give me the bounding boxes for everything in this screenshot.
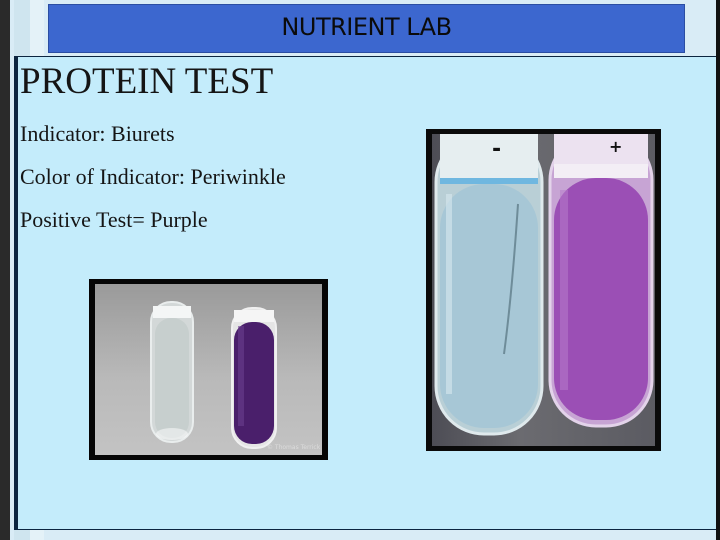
text-line-indicator-color: Color of Indicator: Periwinkle [20,164,286,189]
photo-test-tubes-small [89,279,328,460]
test-tubes-illustration-small [95,284,322,455]
test-tubes-illustration-large [432,134,655,446]
slide-title: NUTRIENT LAB [281,13,452,41]
title-bar [48,4,685,53]
slide-right-edge [716,0,720,540]
negative-label: - [492,137,502,162]
text-line-indicator: Indicator: Biurets [20,121,175,146]
photo-test-tubes-large [426,129,661,451]
positive-label: + [609,137,623,156]
slide-left-edge [0,0,10,540]
photo-credit: © Thomas Terrick [267,444,321,451]
text-line-positive-test: Positive Test= Purple [20,207,208,232]
slide-heading: PROTEIN TEST [20,61,274,102]
